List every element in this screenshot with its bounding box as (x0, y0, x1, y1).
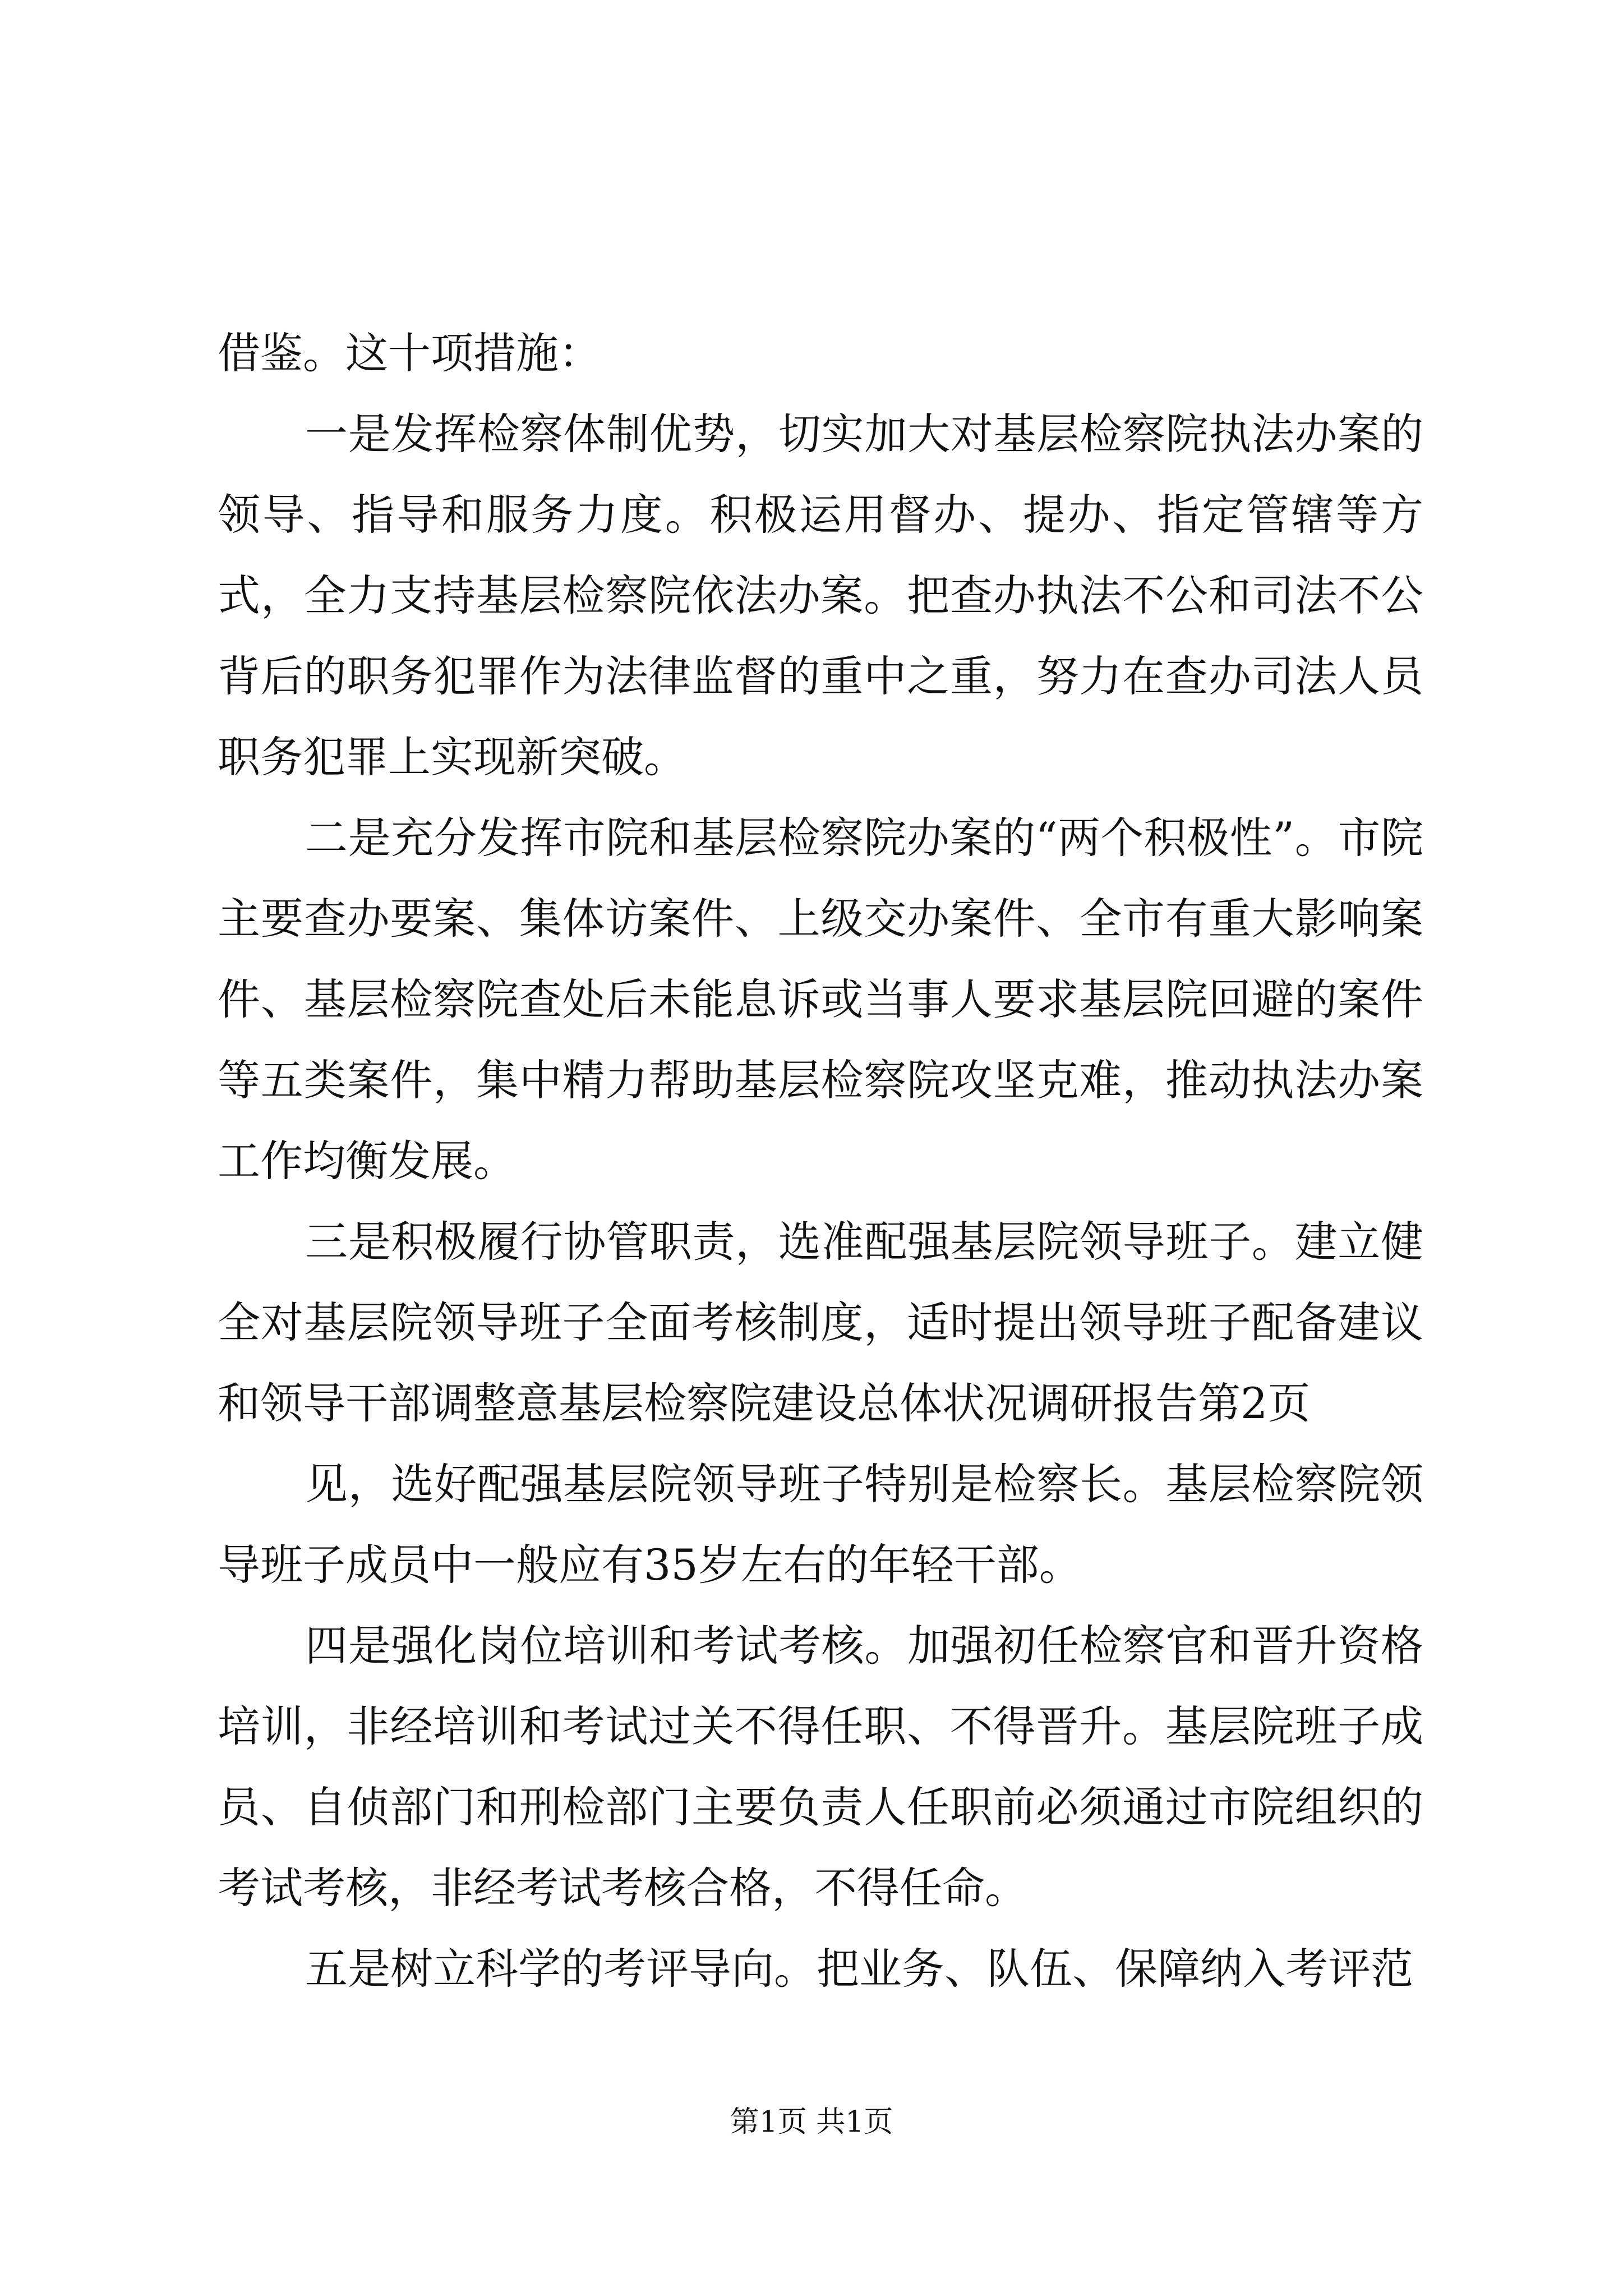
paragraph-measure-5: 五是树立科学的考评导向。把业务、队伍、保障纳入考评范 (305, 1944, 1413, 1994)
paragraph-lead: 借鉴。这十项措施： (218, 328, 601, 378)
paragraph-measure-1: 一是发挥检察体制优势，切实加大对基层检察院执法办案的领导、指导和服务力度。积极运用督办、提办、指定管辖等方式，全力支持基层检察院依法办案。把查办执法不公和司法不公背后的职务犯罪作为法律监督的重中之重，努力在查办司法人员职务犯罪上实现新突破。 (218, 409, 1423, 782)
document-body (218, 313, 1423, 2009)
paragraph-measure-2: 二是充分发挥市院和基层检察院办案的“两个积极性”。市院主要查办要案、集体访案件、上级交办案件、全市有重大影响案件、基层检察院查处后未能息诉或当事人要求基层院回避的案件等五类案件，集中精力帮助基层检察院攻坚克难，推动执法办案工作均衡发展。 (218, 813, 1423, 1186)
paragraph-measure-4: 四是强化岗位培训和考试考核。加强初任检察官和晋升资格培训，非经培训和考试过关不得任职、不得晋升。基层院班子成员、自侦部门和刑检部门主要负责人任职前必须通过市院组织的考试考核，非经考试考核合格，不得任命。 (218, 1621, 1423, 1913)
page-footer: 第1页 共1页 (730, 2105, 893, 2139)
paragraph-measure-3-continued: 见，选好配强基层院领导班子特别是检察长。基层检察院领导班子成员中一般应有35岁左右的年轻干部。 (218, 1459, 1423, 1590)
paragraph-measure-3: 三是积极履行协管职责，选准配强基层院领导班子。建立健全对基层院领导班子全面考核制度，适时提出领导班子配备建议和领导干部调整意基层检察院建设总体状况调研报告第2页 (218, 1217, 1423, 1428)
